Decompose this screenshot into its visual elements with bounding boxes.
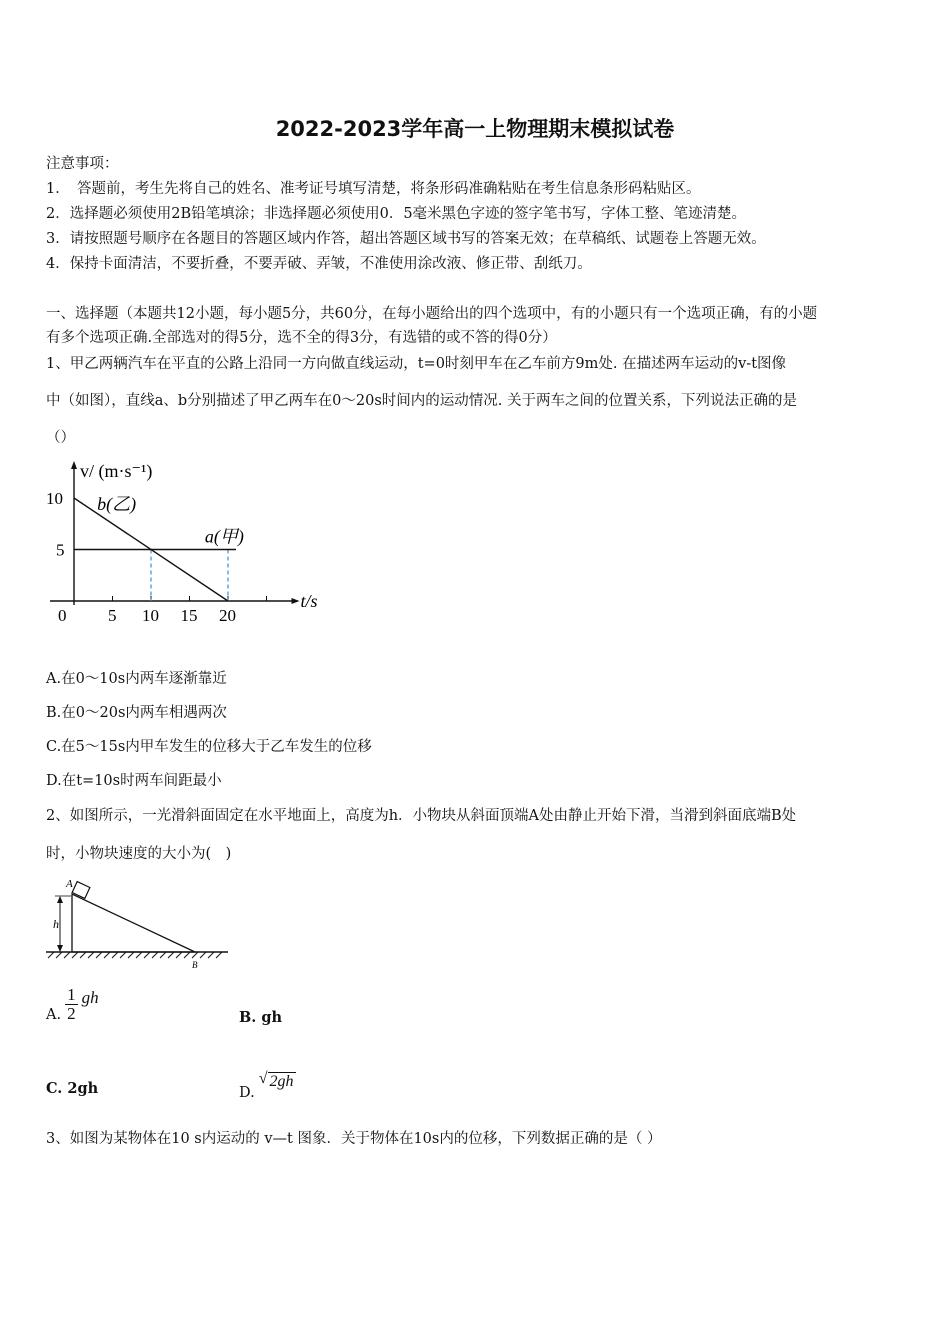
q2-option-b: B. gh [239,1009,283,1026]
q2-line1: 2、如图所示，一光滑斜面固定在水平地面上，高度为h．小物块从斜面顶端A处由静止开始下滑，当滑到斜面底端B处 [46,808,797,824]
q1-option-b: B.在0～20s内两车相遇两次 [46,705,227,721]
x-tick-label: 10 [142,606,159,625]
q1-option-d: D.在t=10s时两车间距最小 [46,773,222,789]
page-title: 2022-2023学年高一上物理期末模拟试卷 [275,117,675,141]
notice-item-4: 4．保持卡面清洁，不要折叠，不要弄破、弄皱，不准使用涂改液、修正带、刮纸刀。 [46,256,592,272]
x-axis-arrow [292,598,300,604]
q1-option-c: C.在5～15s内甲车发生的位移大于乙车发生的位移 [46,739,372,755]
section1-line2: 有多个选项正确.全部选对的得5分，选不全的得3分，有选错的或不答的得0分） [46,330,557,346]
q2-option-a-label: A. [46,1007,62,1023]
fraction-numerator: 1 [67,984,76,1004]
y-axis-title: v/ (m·s⁻¹) [80,461,153,481]
notice-item-1: 1． 答题前，考生先将自己的姓名、准考证号填写清楚，将条形码准确粘贴在考生信息条形码粘贴区。 [46,181,701,197]
incline-triangle [72,894,195,952]
section1-line1: 一、选择题（本题共12小题，每小题5分，共60分，在每小题给出的四个选项中，有的小题只有一个选项正确，有的小题 [46,306,818,322]
label-h: h [53,917,59,931]
x-tick-label: 20 [219,606,236,625]
q1-line3: （） [46,430,75,446]
x-axis-title: t/s [300,591,318,611]
q2-option-a-var: gh [81,988,99,1007]
notice-item-3: 3．请按照题号顺序在各题目的答题区域内作答，超出答题区域书写的答案无效；在草稿纸、试题卷上答题无效。 [46,231,766,247]
sqrt-expression [259,1070,296,1091]
notice-heading: 注意事项： [46,156,119,172]
vt-chart [40,455,340,635]
q2-option-d-label: D. [239,1085,255,1101]
q2-option-d [239,1070,296,1099]
q1-line1: 1、甲乙两辆汽车在平直的公路上沿同一方向做直线运动，t=0时刻甲车在乙车前方9m处. 在描述两车运动的v-t图像 [46,356,787,372]
notice-item-2: 2．选择题必须使用2B铅笔填涂；非选择题必须使用0．5毫米黑色字迹的签字笔书写，字体工整、笔迹清楚。 [46,206,747,222]
x-tick-label: 0 [58,606,67,625]
x-tick-label: 15 [180,606,198,625]
fraction-denominator: 2 [67,1003,76,1023]
q1-line2: 中（如图），直线a、b分别描述了甲乙两车在0～20s时间内的运动情况. 关于两车之间的位置关系，下列说法正确的是 [46,393,798,409]
label-b: B [192,960,198,970]
y-tick-label: 10 [46,489,63,508]
q1-option-a: A.在0～10s内两车逐渐靠近 [46,671,227,687]
series-label-b: b(乙) [97,494,137,514]
y-tick-label: 5 [56,540,65,560]
series-label-a: a(甲) [204,526,244,547]
incline-figure [40,872,240,972]
x-tick-label: 5 [108,606,117,625]
y-axis-arrow [71,461,77,469]
sqrt-symbol: √ [258,1070,268,1087]
sqrt-radicand: 2gh [269,1073,294,1090]
q2-line2: 时，小物块速度的大小为( ) [46,846,232,862]
fraction [65,986,78,1023]
ground-hatching [48,952,222,958]
q2-option-c: C. 2gh [46,1080,99,1097]
label-a: A [66,878,73,890]
q2-option-a [46,985,99,1023]
q3-line1: 3、如图为某物体在10 s内运动的 v—t 图象．关于物体在10s内的位移，下列数据正确的是（ ） [46,1131,662,1147]
